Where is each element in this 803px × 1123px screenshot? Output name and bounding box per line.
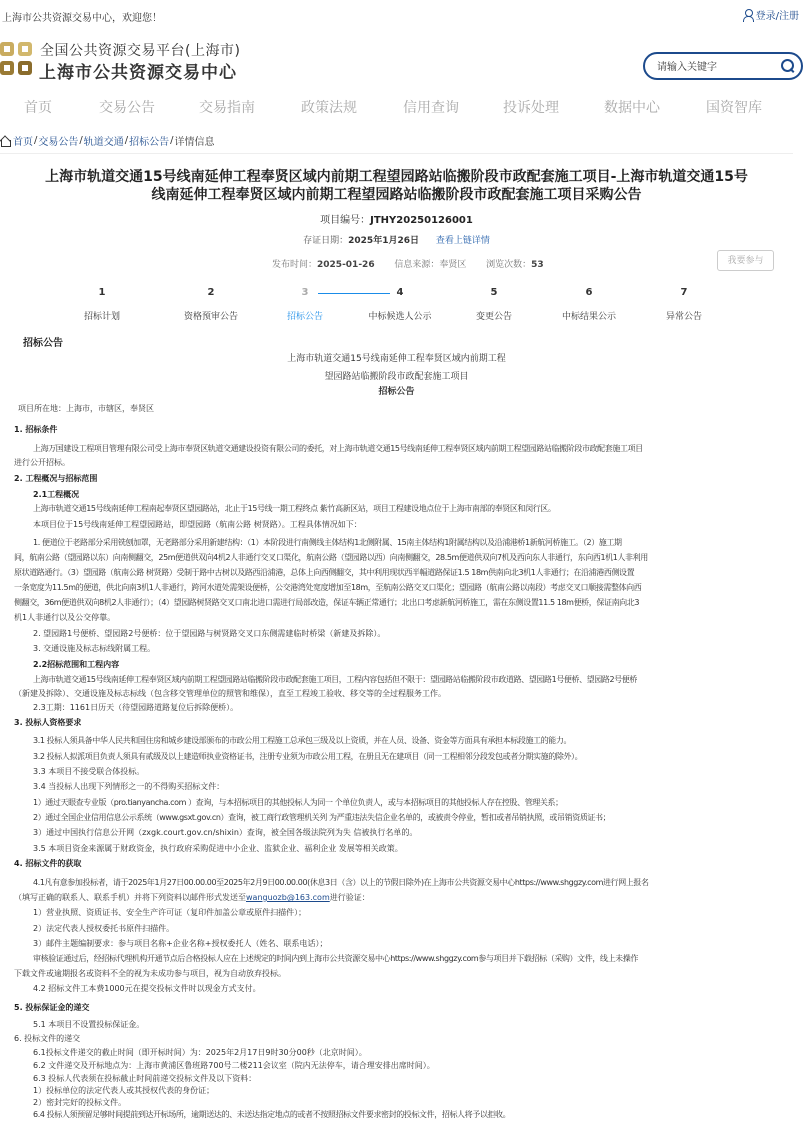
doc-text: 1. 便道位于老路部分采用铣刨加罩，无老路部分采用新建结构：（1）本阶段进行南侧线主体结构1北侧附属、15南主体结构1附属结构以及沿浦港桥1新航河桥施工。（2）施工期 xyxy=(33,538,622,547)
site-name: 上海市公共资源交易中心 xyxy=(39,63,237,83)
doc-text: 原状道路通行。（3）望园路（航南公路 树贤路）受制于路中古树以及路西沿浦港，总体上向西侧翻交，其中利用现状西半幅道路保证1.5 18m供南向北3机1人非通行；在沿浦港西侧设置 xyxy=(14,568,635,577)
breadcrumb-trade-notices[interactable]: 交易公告 xyxy=(38,137,79,148)
section-title: 招标公告 xyxy=(23,338,63,349)
doc-text: 机1人非通行以及公交停靠。 xyxy=(14,613,116,622)
project-number: 项目编号：JTHY20250126001 xyxy=(320,215,473,226)
doc-text: 3.3 本项目不接受联合体投标。 xyxy=(33,767,145,776)
doc-text: 侧翻交，36m便道供双向8机2人非通行）；（4）望园路树贤路交叉口南北进口需进行局部改造，保证车辆正常通行；北出口考虑新航河桥施工，需在东侧设置11.5 18m便桥，保证南向北3 xyxy=(14,598,640,607)
evidence-info: 存证日期：2025年1月26日 查看上链详情 xyxy=(303,236,490,246)
breadcrumb-rail-transit[interactable]: 轨道交通 xyxy=(83,137,124,148)
nav-state-assets[interactable]: 国资智库 xyxy=(706,100,762,116)
doc-text: 本项目位于15号线南延伸工程望园路站，即望园路（航南公路 树贤路）。工程具体情况如下： xyxy=(33,520,362,529)
doc-text: 3. 交通设施及标志标线附属工程。 xyxy=(33,644,156,653)
view-count: 53 xyxy=(531,260,544,270)
publish-info: 发布时间：2025-01-26 信息来源：奉贤区 浏览次数：53 xyxy=(272,260,544,270)
doc-text: 上海市轨道交通15号线南延伸工程南起奉贤区望园路站，北止于15号线一期工程终点 紫竹高新区站，项目工程建设地点位于上海市南部的奉贤区和闵行区。 xyxy=(33,504,556,513)
doc-text: 3.5 本项目资金来源属于财政资金，执行政府采购促进中小企业、监狱企业、福利企业 发展等相关政策。 xyxy=(33,844,403,853)
doc-text: 2.3工期：1161日历天（待望园路道路复位后拆除便桥）。 xyxy=(33,703,239,712)
section-4-title: 4. 招标文件的获取 xyxy=(14,859,82,868)
breadcrumb-current: 详情信息 xyxy=(174,137,215,148)
doc-text: 2）密封完好的投标文件。 xyxy=(33,1098,127,1107)
doc-text: 6.3 投标人代表须在投标截止时间前递交投标文件及以下资料： xyxy=(33,1074,257,1083)
doc-text: 3.2 投标人拟派项目负责人须具有贰级及以上建造师执业资格证书，注册专业须为市政公用工程，在册且无在建项目（同一工程相邻分段发包或者分期实施的除外）。 xyxy=(33,752,583,761)
doc-text: 一条宽度为11.5m的便道，供北向南3机1人非通行，跨河水道处需架设便桥，公交港湾处宽度增加至18m，至航南公路交叉口渠化；望园路（航南公路以南段）考虑交叉口顺接需整体向西 xyxy=(14,583,642,592)
doc-text: 下载文件或逾期报名或资料不全的视为未成功参与项目，视为自动放弃投标。 xyxy=(14,969,286,978)
info-source: 奉贤区 xyxy=(439,260,467,270)
doc-text: （填写正确的联系人、联系手机）并将下列资料以邮件形式发送至wanguozb@163.com进行验证： xyxy=(14,893,370,902)
doc-text: 6.1投标文件递交的截止时间（即开标时间）为：2025年2月17日9时30分00秒（北京时间）。 xyxy=(33,1048,367,1057)
doc-text: 1）投标单位的法定代表人或其授权代表的身份证； xyxy=(33,1086,215,1095)
doc-text: 上海万国建设工程项目管理有限公司受上海市奉贤区轨道交通建设投资有限公司的委托，对上海市轨道交通15号线南延伸工程奉贤区域内前期工程望园路站临搬阶段市政配套施工项目 xyxy=(33,444,643,453)
section-2-title: 2. 工程概况与招标范围 xyxy=(14,474,98,483)
nav-home[interactable]: 首页 xyxy=(24,100,52,116)
section-2-1-title: 2.1工程概况 xyxy=(33,490,80,499)
doc-heading-1: 上海市轨道交通15号线南延伸工程奉贤区域内前期工程 xyxy=(287,354,506,364)
doc-text: 3）通过中国执行信息公开网（zxgk.court.gov.cn/shixin）查询，被全国各级法院列为失 信被执行名单的。 xyxy=(33,828,418,837)
doc-text: 3）邮件主题编制要求：参与项目名称+企业名称+授权委托人（姓名、联系电话）； xyxy=(33,939,328,948)
notice-title: 上海市轨道交通15号线南延伸工程奉贤区域内前期工程望园路站临搬阶段市政配套施工项目-上海市轨道交通15号线南延伸工程奉贤区域内前期工程望园路站临搬阶段市政配套施工项目采购公告 xyxy=(45,169,748,203)
step-prequalification[interactable]: 2 资格预审公告 xyxy=(183,287,238,322)
nav-complaints[interactable]: 投诉处理 xyxy=(503,100,559,116)
nav-trade-notices[interactable]: 交易公告 xyxy=(99,100,155,116)
doc-text: 间，航南公路（望园路以东）向南侧翻交，25m便道供双向4机2人非通行交叉口渠化，航南公路（望园路以西）向南侧翻交，28.5m便道供双向7机及西向东人非通行，东向西1机1人非利用 xyxy=(14,553,648,562)
section-1-title: 1. 招标条件 xyxy=(14,425,58,434)
doc-text: 1）通过天眼查专业版（pro.tianyancha.com ）查询，与本招标项目的其他投标人为同一 个单位负责人，或与本招标项目的其他投标人存在控股、管理关系； xyxy=(33,798,563,807)
doc-text: 3.4 当投标人出现下列情形之一的不得购买招标文件： xyxy=(33,782,225,791)
nav-credit-query[interactable]: 信用查询 xyxy=(403,100,459,116)
step-award-result[interactable]: 6 中标结果公示 xyxy=(561,287,616,322)
doc-text: 进行公开招标。 xyxy=(14,458,70,467)
publish-date: 2025-01-26 xyxy=(317,260,375,270)
doc-text: 上海市轨道交通15号线南延伸工程奉贤区域内前期工程望园路站临搬阶段市政配套施工项目，工程内容包括但不限于：望园路站临搬阶段市政道路、望园路1号便桥、望园路2号便桥 xyxy=(33,675,637,684)
doc-text: 审核验证通过后，经招标代理机构开通节点后合格投标人应在上述规定的时间内到上海市公共资源交易中心https://www.shggzy.com参与项目并下载招标（采购）文件，线上未操作 xyxy=(33,954,638,963)
doc-text: 4.1凡有意参加投标者，请于2025年1月27日00.00.00至2025年2月9日00.00.00(休息3日（含）以上的节假日除外)在上海市公共资源交易中心https://www.shggzy.com进行网上报名 xyxy=(33,878,649,887)
email-link[interactable]: wanguozb@163.com xyxy=(246,893,330,902)
step-exception-notice[interactable]: 7 异常公告 xyxy=(665,287,702,322)
breadcrumb-tender-notice[interactable]: 招标公告 xyxy=(129,137,170,148)
view-chain-details-link[interactable]: 查看上链详情 xyxy=(435,236,490,246)
section-2-2-title: 2.2招标范围和工程内容 xyxy=(33,660,120,669)
doc-text: 2. 望园路1号便桥、望园路2号便桥：位于望园路与树贤路交叉口东侧需建临时桥梁（新建及拆除）。 xyxy=(33,629,386,638)
join-button[interactable]: 我要参与 xyxy=(717,250,774,271)
doc-text: 4.2 招标文件工本费1000元在提交投标文件时以现金方式支付。 xyxy=(33,984,261,993)
evidence-date: 2025年1月26日 xyxy=(348,236,419,246)
doc-text: 6.4 投标人须预留足够时间提前到达开标场所，逾期送达的、未送达指定地点的或者不按照招标文件要求密封的投标文件，招标人将予以拒收。 xyxy=(33,1110,511,1119)
breadcrumb: 首页 / 交易公告 / 轨道交通 / 招标公告 / 详情信息 xyxy=(0,133,215,148)
welcome-text: 上海市公共资源交易中心，欢迎您！ xyxy=(2,13,162,24)
section-6-title: 6. 投标文件的递交 xyxy=(14,1034,81,1043)
doc-text: 1）营业执照、资质证书、安全生产许可证（复印件加盖公章或原件扫描件）； xyxy=(33,908,307,917)
step-tender-notice[interactable]: 3 招标公告 xyxy=(286,287,323,322)
doc-text: 2）通过全国企业信用信息公示系统（www.gsxt.gov.cn）查询，被工商行政管理机关列 为严重违法失信企业名单的，或被责令停业，暂扣或者吊销执照，或吊销资质证书； xyxy=(33,813,611,822)
breadcrumb-home[interactable]: 首页 xyxy=(13,137,33,148)
doc-text: 5.1 本项目不设置投标保证金。 xyxy=(33,1020,145,1029)
section-3-title: 3. 投标人资格要求 xyxy=(14,718,82,727)
nav-trade-guide[interactable]: 交易指南 xyxy=(199,100,255,116)
doc-heading-2: 望园路站临搬阶段市政配套施工项目 xyxy=(324,372,469,382)
platform-name: 全国公共资源交易平台(上海市) xyxy=(40,43,241,59)
step-change-notice[interactable]: 5 变更公告 xyxy=(475,287,512,322)
step-candidate-publicity[interactable]: 4 中标候选人公示 xyxy=(368,287,432,322)
step-tender-plan[interactable]: 1 招标计划 xyxy=(83,287,120,322)
nav-data-center[interactable]: 数据中心 xyxy=(604,100,660,116)
login-label: 登录/注册 xyxy=(755,11,799,22)
doc-heading-3: 招标公告 xyxy=(378,387,415,397)
doc-text: （新建及拆除）、交通设施及标志标线（包含移交管理单位的照管和维保），直至工程竣工验收、移交等的全过程服务工作。 xyxy=(14,689,446,698)
doc-text: 3.1 投标人须具备中华人民共和国住房和城乡建设部颁布的市政公用工程施工总承包三级及以上资质，并在人员、设备、资金等方面具有承担本标段施工的能力。 xyxy=(33,736,572,745)
project-location: 项目所在地：上海市，市辖区，奉贤区 xyxy=(18,404,154,413)
section-5-title: 5. 投标保证金的递交 xyxy=(14,1003,90,1012)
doc-text: 2）法定代表人授权委托书原件扫描件。 xyxy=(33,924,175,933)
nav-policies[interactable]: 政策法规 xyxy=(301,100,357,116)
doc-text: 6.2 文件递交及开标地点为：上海市黄浦区鲁班路700号二楼211会议室（院内无法停车，请合理安排出席时间）。 xyxy=(33,1061,435,1070)
